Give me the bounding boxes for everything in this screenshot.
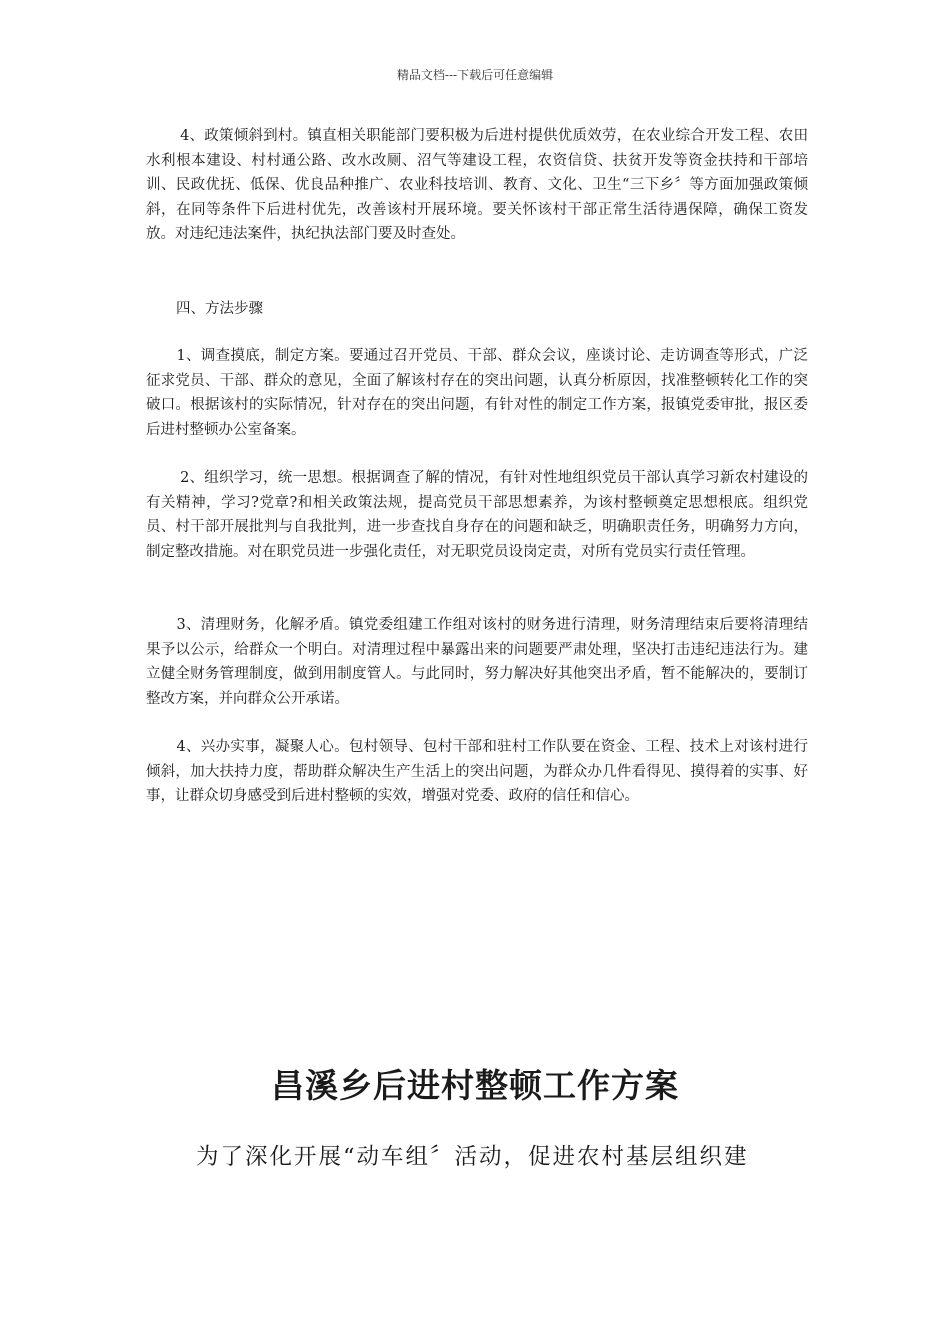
page-header: 精品文档---下载后可任意编辑 bbox=[396, 68, 554, 82]
paragraph-policy-tilt: 4、政策倾斜到村。镇直相关职能部门要积极为后进村提供优质效劳，在农业综合开发工程、农田水利根本建设、村村通公路、改水改厕、沼气等建设工程，农资信贷、扶贫开发等资金扶持和干部培训、民政优抚、低保、优良品种推广、农业科技培训、教育、文化、卫生“三下乡〞等方面加强政策倾斜，在同等条件下后进村优先，改善该村开展环境。要关怀该村干部正常生活待遇保障，确保工资发放。对违纪违法案件，执纪执法部门要及时查处。 bbox=[146, 128, 808, 242]
paragraph-practical-work: 4、兴办实事，凝聚人心。包村领导、包村干部和驻村工作队要在资金、工程、技术上对该村进行倾斜，加大扶持力度，帮助群众解决生产生活上的突出问题，为群众办几件看得见、摸得着的实事、好事，让群众切身感受到后进村整顿的实效，增强对党委、政府的信任和信心。 bbox=[146, 739, 808, 804]
document-title: 昌溪乡后进村整顿工作方案 bbox=[271, 1066, 679, 1105]
section-heading-methods: 四、方法步骤 bbox=[176, 301, 263, 317]
paragraph-study: 2、组织学习，统一思想。根据调查了解的情况，有针对性地组织党员干部认真学习新农村建设的有关精神，学习?党章?和相关政策法规，提高党员干部思想素养，为该村整顿奠定思想根底。组织党员、村干部开展批判与自我批判，进一步查找自身存在的问题和缺乏，明确职责任务，明确努力方向，制定整改措施。对在职党员进一步强化责任，对无职党员设岗定责，对所有党员实行责任管理。 bbox=[146, 470, 808, 560]
document-intro: 为了深化开展“动车组〞活动，促进农村基层组织建 bbox=[196, 1144, 749, 1170]
paragraph-survey: 1、调查摸底，制定方案。要通过召开党员、干部、群众会议，座谈讨论、走访调查等形式，广泛征求党员、干部、群众的意见，全面了解该村存在的突出问题，认真分析原因，找准整顿转化工作的突破口。根据该村的实际情况，针对存在的突出问题，有针对性的制定工作方案，报镇党委审批，报区委后进村整顿办公室备案。 bbox=[146, 348, 808, 438]
paragraph-finance: 3、清理财务，化解矛盾。镇党委组建工作组对该村的财务进行清理，财务清理结束后要将清理结果予以公示，给群众一个明白。对清理过程中暴露出来的问题要严肃处理，坚决打击违纪违法行为。建立健全财务管理制度，做到用制度管人。与此同时，努力解决好其他突出矛盾，暂不能解决的，要制订整改方案，并向群众公开承诺。 bbox=[146, 617, 808, 707]
